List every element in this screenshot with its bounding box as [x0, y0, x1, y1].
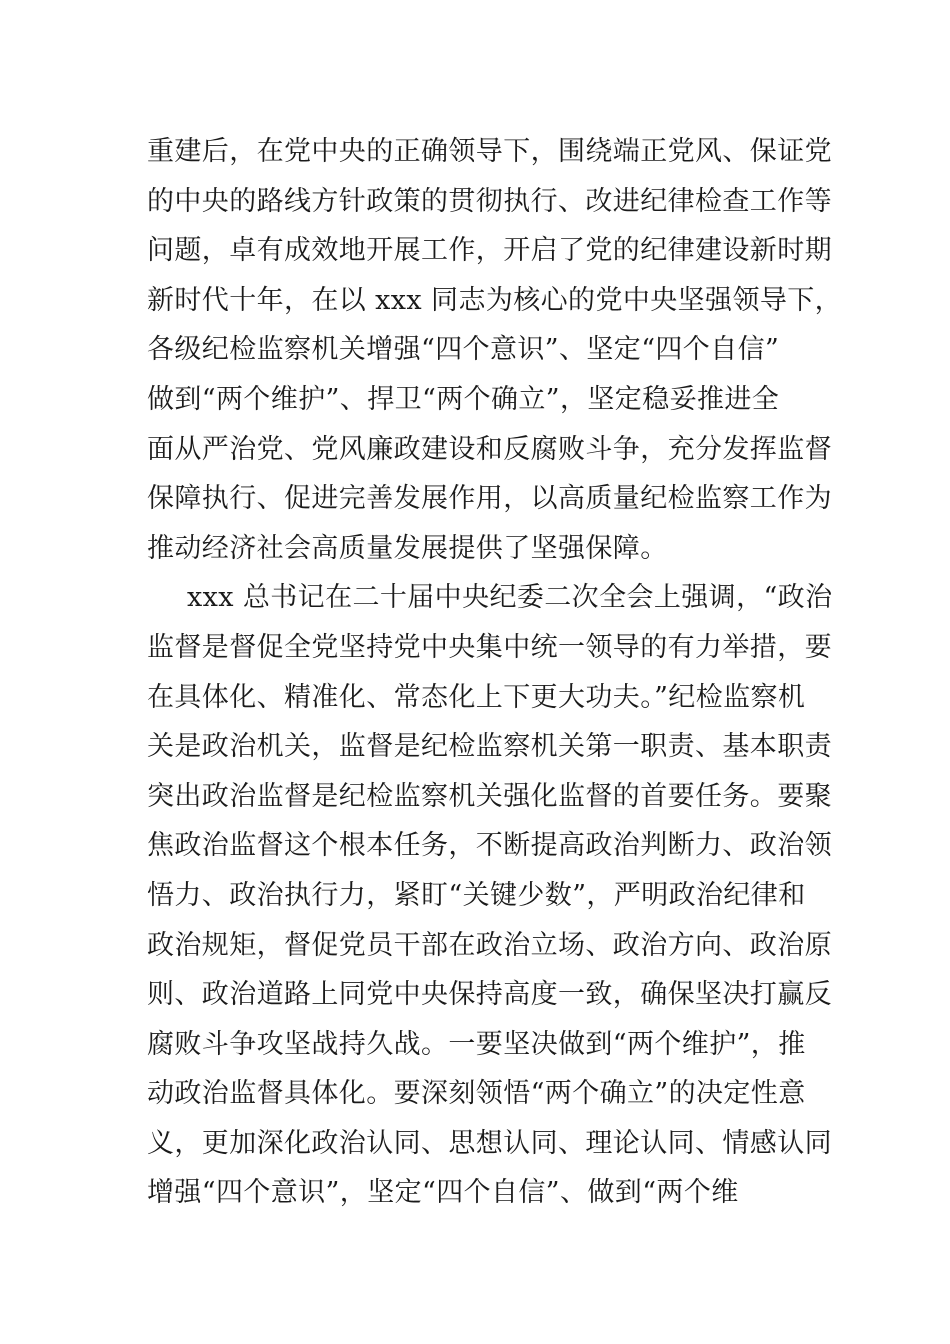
- text-line: 面从严治党、党风廉政建设和反腐败斗争，充分发挥监督: [147, 433, 832, 465]
- text-line: 悟力、政治执行力，紧盯“关键少数”，严明政治纪律和: [147, 879, 806, 911]
- text-line: 的中央的路线方针政策的贯彻执行、改进纪律检查工作等: [147, 185, 832, 217]
- text-line: 监督是督促全党坚持党中央集中统一领导的有力举措，要: [147, 631, 832, 663]
- text-line: 推动经济社会高质量发展提供了坚强保障。: [147, 532, 668, 564]
- paragraph-start-line: xxx 总书记在二十届中央纪委二次全会上强调，“政治: [187, 582, 833, 614]
- text-line: 重建后，在党中央的正确领导下，围绕端正党风、保证党: [147, 136, 832, 167]
- text-line: 新时代十年，在以 xxx 同志为核心的党中央坚强领导下，: [147, 284, 843, 316]
- text-line: 问题，卓有成效地开展工作，开启了党的纪律建设新时期: [147, 235, 832, 267]
- text-line: 突出政治监督是纪检监察机关强化监督的首要任务。要聚: [147, 780, 832, 812]
- text-line: 腐败斗争攻坚战持久战。一要坚决做到“两个维护”，推: [147, 1028, 806, 1060]
- text-line: 做到“两个维护”、捍卫“两个确立”，坚定稳妥推进全: [147, 383, 780, 415]
- text-line: 义，更加深化政治认同、思想认同、理论认同、情感认同: [147, 1127, 832, 1159]
- text-line: 增强“四个意识”，坚定“四个自信”、做到“两个维: [147, 1177, 739, 1209]
- text-line: 则、政治道路上同党中央保持高度一致，确保坚决打赢反: [147, 979, 832, 1011]
- text-line: 动政治监督具体化。要深刻领悟“两个确立”的决定性意: [147, 1078, 806, 1110]
- text-line: 保障执行、促进完善发展作用，以高质量纪检监察工作为: [147, 483, 832, 515]
- text-line: 各级纪检监察机关增强“四个意识”、坚定“四个自信”: [147, 334, 780, 366]
- text-line: 政治规矩，督促党员干部在政治立场、政治方向、政治原: [147, 929, 832, 961]
- text-line: 在具体化、精准化、常态化上下更大功夫。”纪检监察机: [147, 681, 806, 713]
- text-line: 关是政治机关，监督是纪检监察机关第一职责、基本职责: [147, 731, 832, 763]
- body-text: [147, 127, 843, 1218]
- text-line: 焦政治监督这个根本任务，不断提高政治判断力、政治领: [147, 830, 832, 862]
